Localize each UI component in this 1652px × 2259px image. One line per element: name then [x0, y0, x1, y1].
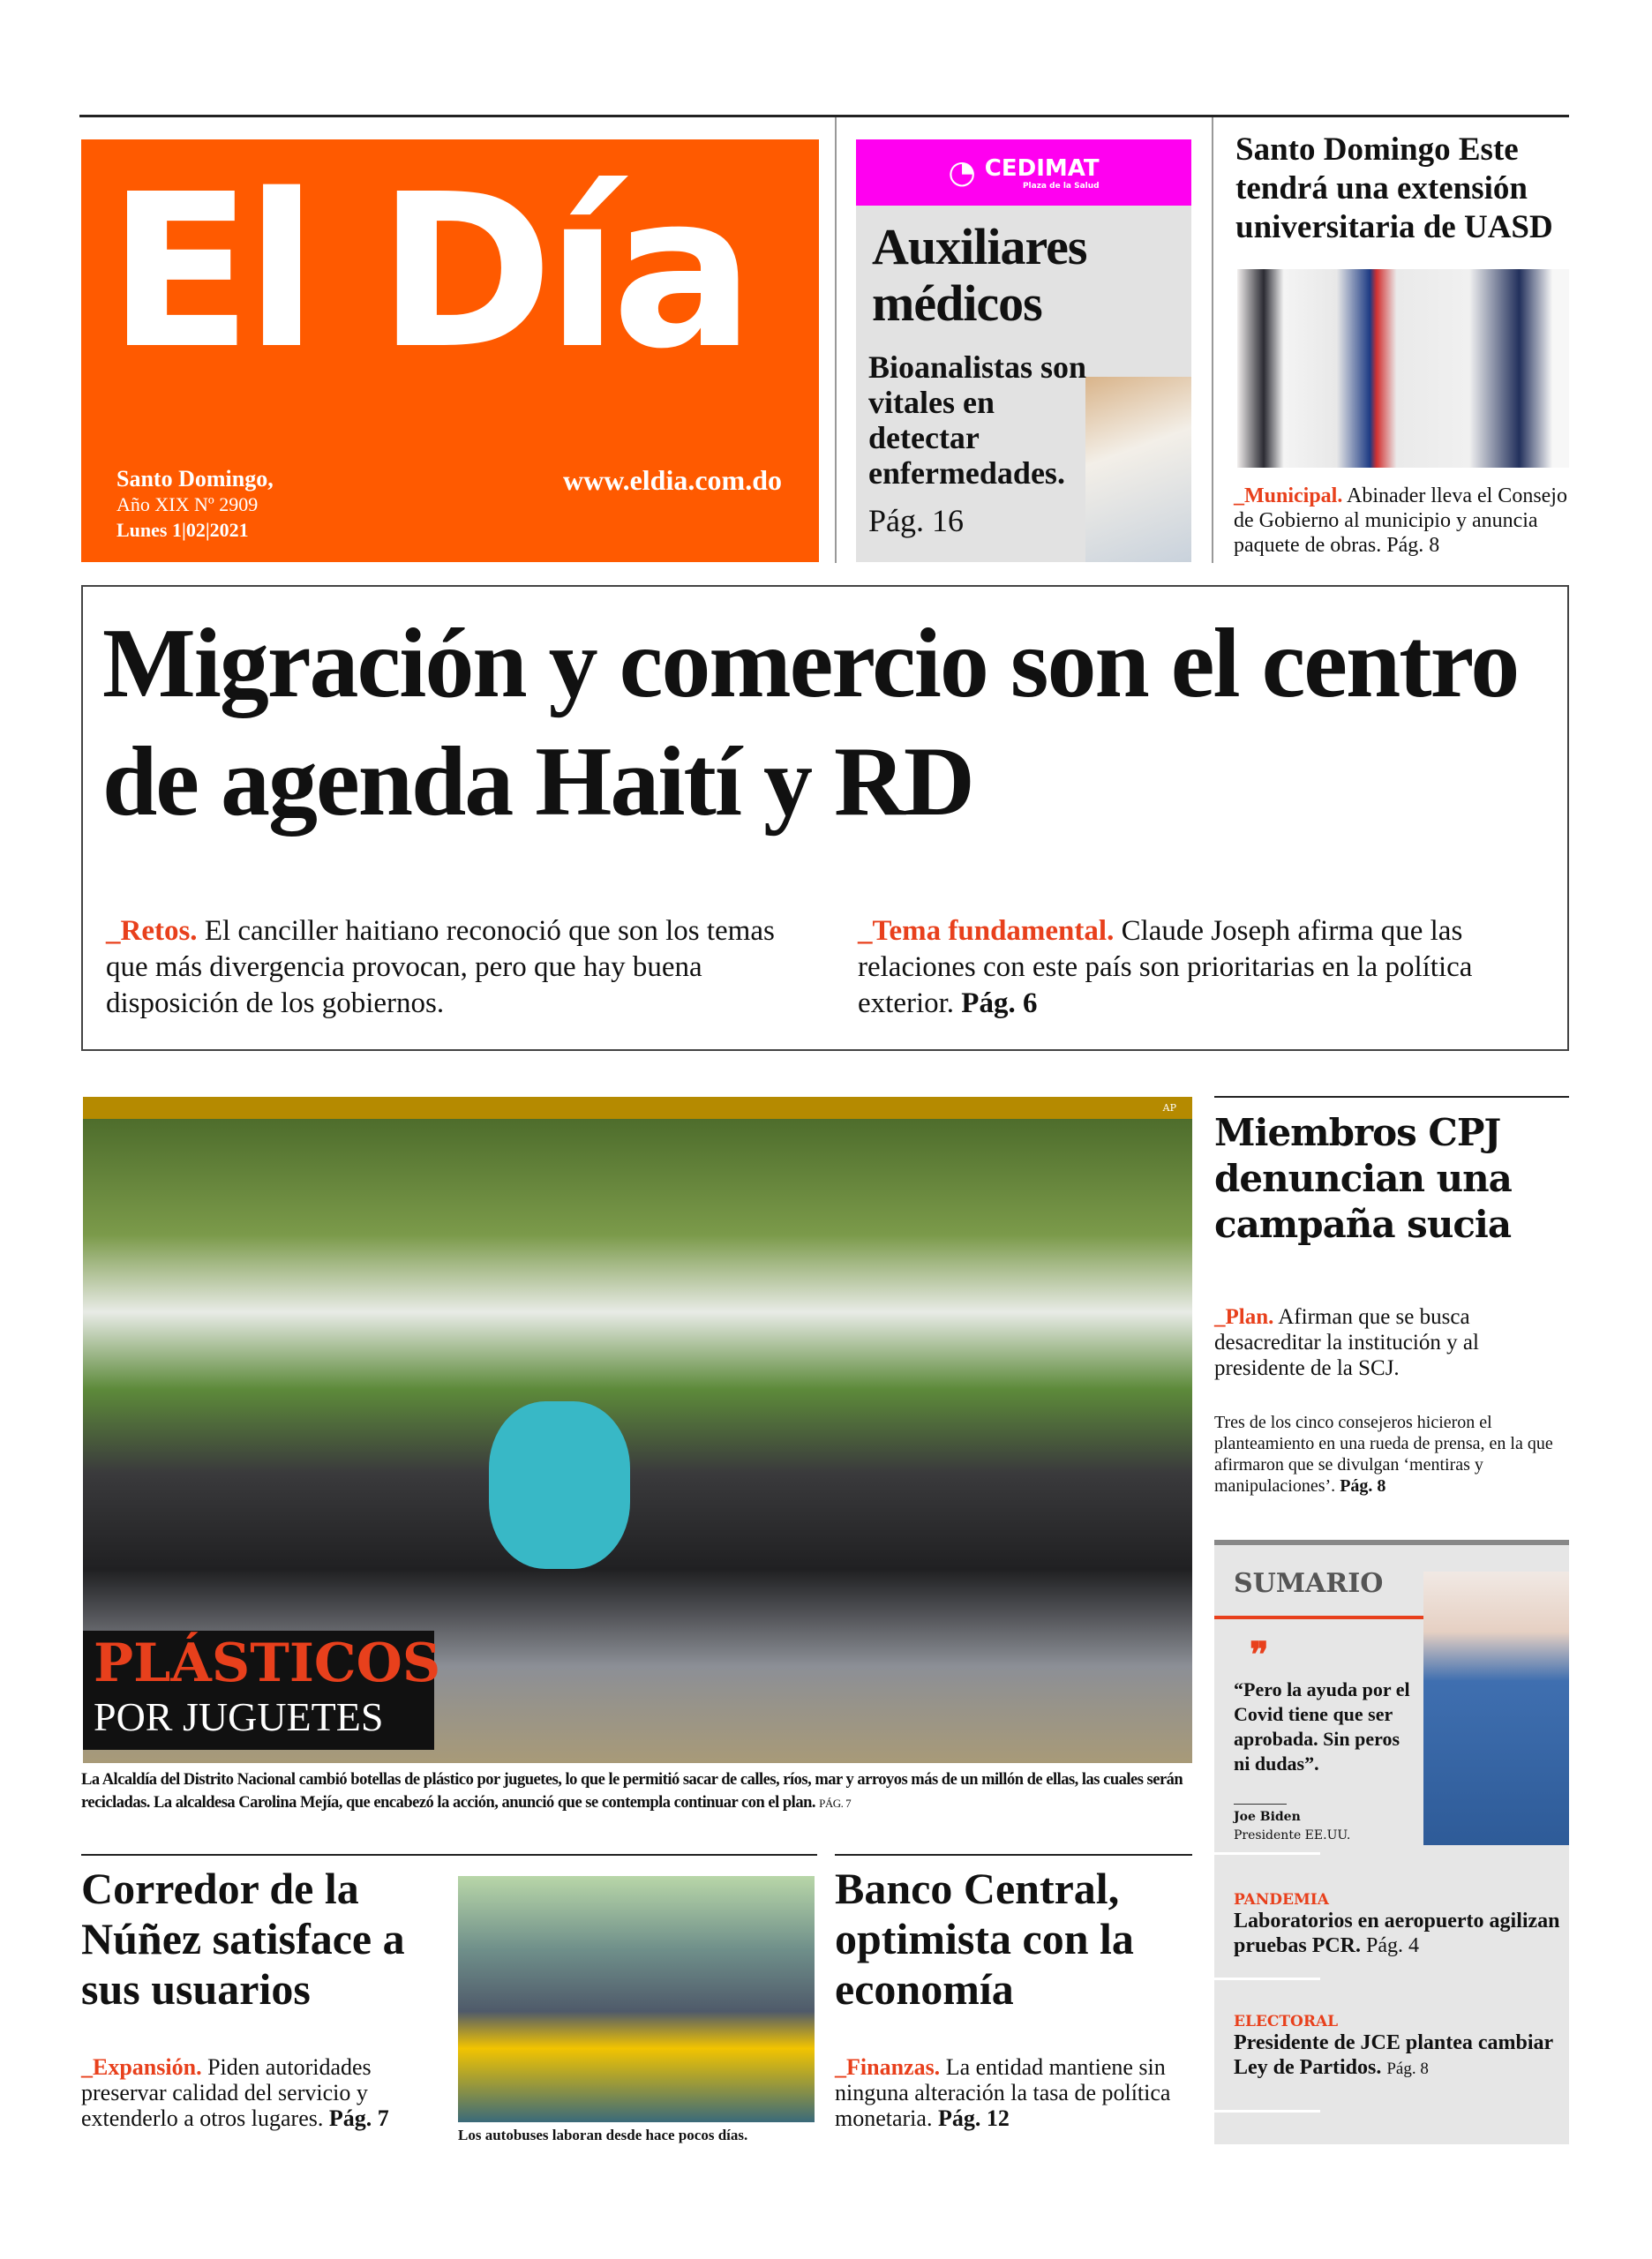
quote-divider	[1234, 1804, 1287, 1805]
caption-text: La Alcaldía del Distrito Nacional cambió botellas de plástico por juguetes, lo que le permitió sacar de calles, ríos, mar y arroyos más de un millón de ellas, las cuales serán recicladas. La alcaldesa Carolina Mejía, que encabezó la acción, anunció que se contempla continuar con el plan.	[81, 1771, 1183, 1812]
masthead-date: Lunes 1|02|2021	[116, 519, 249, 541]
uasd-photo	[1237, 269, 1569, 468]
lab-photo	[1085, 377, 1191, 562]
cedimat-logo-icon: ◔	[948, 154, 976, 191]
promo-text: Bioanalistas son vitales en detectar enfermedades.	[868, 349, 1087, 491]
photo-credit: AP	[1162, 1102, 1176, 1114]
item-text: Presidente de JCE plantea cambiar Ley de Partidos.	[1234, 2031, 1553, 2079]
masthead-url[interactable]: www.eldia.com.do	[563, 464, 782, 496]
label-top: PLÁSTICOS	[94, 1632, 441, 1694]
summary-text: Abinader lleva el Consejo de Gobierno al municipio y anuncia paquete de obras. Pág. 8	[1234, 484, 1567, 557]
top-right-headline[interactable]: Santo Domingo Este tendrá una extensión universitaria de UASD	[1235, 131, 1553, 245]
cpj-summary	[1214, 1304, 1569, 1381]
page-ref: Pág. 4	[1366, 1934, 1420, 1957]
top-right-summary	[1234, 484, 1569, 558]
kicker: _ Retos.	[106, 915, 198, 947]
divider	[1214, 1852, 1320, 1855]
sumario-item[interactable]	[1234, 2013, 1560, 2082]
lead-story[interactable]	[81, 585, 1569, 1051]
quote-icon: ❞	[1250, 1634, 1269, 1676]
sumario-quote: “Pero la ayuda por el Covid tiene que ser aprobada. Sin peros ni dudas”.	[1234, 1678, 1410, 1775]
quote-author: Joe Biden	[1234, 1810, 1301, 1824]
blue-bag	[489, 1401, 630, 1569]
sumario-item[interactable]	[1234, 1891, 1560, 1958]
summary-text: La entidad mantiene sin ninguna alteración la tasa de política monetaria.	[835, 2054, 1171, 2131]
banco-headline[interactable]: Banco Central, optimista con la economía	[835, 1864, 1134, 2014]
page-ref: PÁG. 7	[819, 1797, 852, 1810]
summary-text: El canciller haitiano reconoció que son los temas que más divergencia provocan, pero que hay buena disposición de los gobiernos.	[106, 915, 775, 1019]
page-ref: Pág. 8	[1386, 2060, 1429, 2078]
masthead	[81, 139, 819, 562]
photo-top-bar	[83, 1097, 1192, 1119]
promo-box[interactable]	[856, 139, 1191, 562]
page-ref: Pág. 8	[1340, 1476, 1386, 1496]
lead-right-summary	[858, 913, 1555, 1022]
bus-photo	[458, 1876, 815, 2122]
promo-brand-sub: Plaza de la Salud	[1022, 181, 1100, 191]
cpj-rule	[1214, 1096, 1569, 1098]
kicker: _ Expansión.	[81, 2054, 202, 2080]
page-ref: Pág. 12	[937, 2105, 1010, 2131]
kicker: _ Municipal.	[1234, 484, 1342, 507]
cpj-body	[1214, 1412, 1569, 1497]
lead-headline: Migración y comercio son el centro de agenda Haití y RD	[102, 609, 1519, 837]
cpj-headline[interactable]: Miembros CPJ denuncian una campaña sucia	[1214, 1111, 1512, 1246]
promo-page: Pág. 16	[868, 503, 964, 538]
item-category: ELECTORAL	[1234, 2013, 1339, 2030]
summary-text: Afirman que se busca desacreditar la institución y al presidente de la SCJ.	[1214, 1305, 1479, 1380]
sumario-title: SUMARIO	[1234, 1568, 1384, 1599]
photo-caption	[81, 1768, 1195, 1815]
item-text: Laboratorios en aeropuerto agilizan pruebas PCR.	[1234, 1910, 1560, 1957]
body-text: Tres de los cinco consejeros hicieron el planteamiento en una rueda de prensa, en la que afirmaron que se divulgan ‘mentiras y manipulaciones’.	[1214, 1413, 1553, 1496]
column-divider	[1212, 117, 1213, 563]
page-ref: Pág. 7	[328, 2105, 389, 2131]
kicker: _ Tema fundamental.	[858, 915, 1114, 947]
bus-caption: Los autobuses laboran desde hace pocos días.	[458, 2127, 748, 2143]
kicker: _ Finanzas.	[835, 2054, 940, 2080]
bottom-rule	[835, 1854, 1192, 1856]
divider	[1214, 2110, 1320, 2113]
promo-brand: CEDIMAT	[984, 154, 1100, 182]
top-rule	[79, 115, 1569, 117]
summary-text: Claude Joseph afirma que las relaciones con este país son prioritarias en la política exterior.	[858, 915, 1473, 1019]
label-bottom: POR JUGUETES	[94, 1694, 384, 1739]
lead-left-summary	[106, 913, 794, 1022]
column-divider	[835, 117, 837, 563]
kicker: _ Plan.	[1214, 1305, 1273, 1329]
page-ref: Pág. 6	[961, 987, 1038, 1019]
banco-summary	[835, 2054, 1192, 2131]
sumario-box	[1214, 1540, 1569, 2144]
corredor-headline[interactable]: Corredor de la Núñez satisface a sus usuarios	[81, 1864, 405, 2014]
quote-role: Presidente EE.UU.	[1234, 1828, 1351, 1842]
summary-text: Piden autoridades preservar calidad del servicio y extenderlo a otros lugares.	[81, 2054, 372, 2131]
bottom-rule	[81, 1854, 817, 1856]
photo-label	[83, 1631, 441, 1750]
biden-photo	[1423, 1572, 1569, 1845]
plastic-bags-photo	[83, 1119, 1192, 1763]
promo-title: Auxiliares médicos	[872, 218, 1087, 332]
divider	[1214, 1978, 1320, 1980]
logo: El Día	[108, 148, 748, 395]
masthead-city: Santo Domingo,	[116, 466, 274, 492]
corredor-summary	[81, 2054, 443, 2131]
item-category: PANDEMIA	[1234, 1891, 1329, 1909]
masthead-issue: Año XIX Nº 2909	[116, 493, 259, 515]
